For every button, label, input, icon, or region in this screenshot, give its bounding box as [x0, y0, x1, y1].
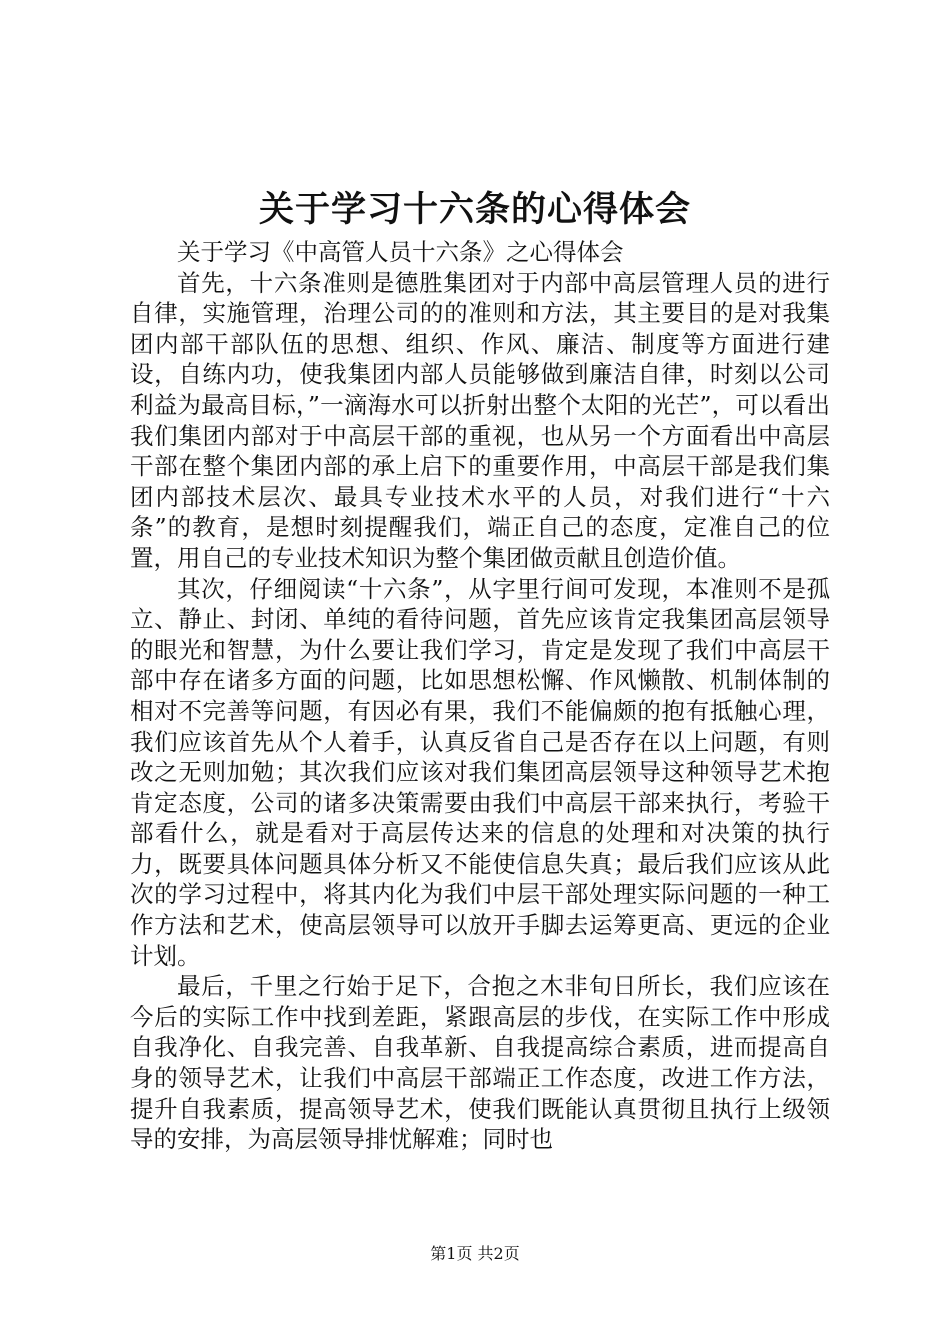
- subtitle-paragraph: 关于学习《中高管人员十六条》之心得体会: [177, 238, 624, 266]
- document-title: 关于学习十六条的心得体会: [258, 189, 691, 230]
- body-paragraph-second: 其次，仔细阅读“十六条”，从字里行间可发现，本准则不是孤立、静止、封闭、单纯的看待问题，首先应该肯定我集团高层领导的眼光和智慧，为什么要让我们学习，肯定是发现了我们中高层干部中存在诸多方面的问题，比如思想松懈、作风懒散、机制体制的相对不完善等问题，有因必有果，我们不能偏颇的抱有抵触心理，我们应该首先从个人着手，认真反省自己是否存在以上问题，有则改之无则加勉；其次我们应该对我们集团高层领导这种领导艺术抱肯定态度，公司的诸多决策需要由我们中高层干部来执行，考验干部看什么，就是看对于高层传达来的信息的处理和对决策的执行力，既要具体问题具体分析又不能使信息失真；最后我们应该从此次的学习过程中，将其内化为我们中层干部处理实际问题的一种工作方法和艺术，使高层领导可以放开手脚去运筹更高、更远的企业计划。: [130, 574, 830, 970]
- document-body: [130, 237, 830, 1155]
- body-paragraph-first: 首先，十六条准则是德胜集团对于内部中高层管理人员的进行自律，实施管理，治理公司的的准则和方法，其主要目的是对我集团内部干部队伍的思想、组织、作风、廉洁、制度等方面进行建设，自练内功，使我集团内部人员能够做到廉洁自律，时刻以公司利益为最高目标，”一滴海水可以折射出整个太阳的光芒”，可以看出我们集团内部对于中高层干部的重视，也从另一个方面看出中高层干部在整个集团内部的承上启下的重要作用，中高层干部是我们集团内部技术层次、最具专业技术水平的人员，对我们进行“十六条”的教育，是想时刻提醒我们，端正自己的态度，定准自己的位置，用自己的专业技术知识为整个集团做贡献且创造价值。: [130, 268, 830, 572]
- body-paragraph-third: 最后，千里之行始于足下，合抱之木非旬日所长，我们应该在今后的实际工作中找到差距，紧跟高层的步伐，在实际工作中形成自我净化、自我完善、自我革新、自我提高综合素质，进而提高自身的领导艺术，让我们中高层干部端正工作态度，改进工作方法，提升自我素质，提高领导艺术，使我们既能认真贯彻且执行上级领导的安排，为高层领导排忧解难；同时也: [130, 972, 830, 1154]
- page-number-footer: 第1页 共2页: [430, 1244, 520, 1263]
